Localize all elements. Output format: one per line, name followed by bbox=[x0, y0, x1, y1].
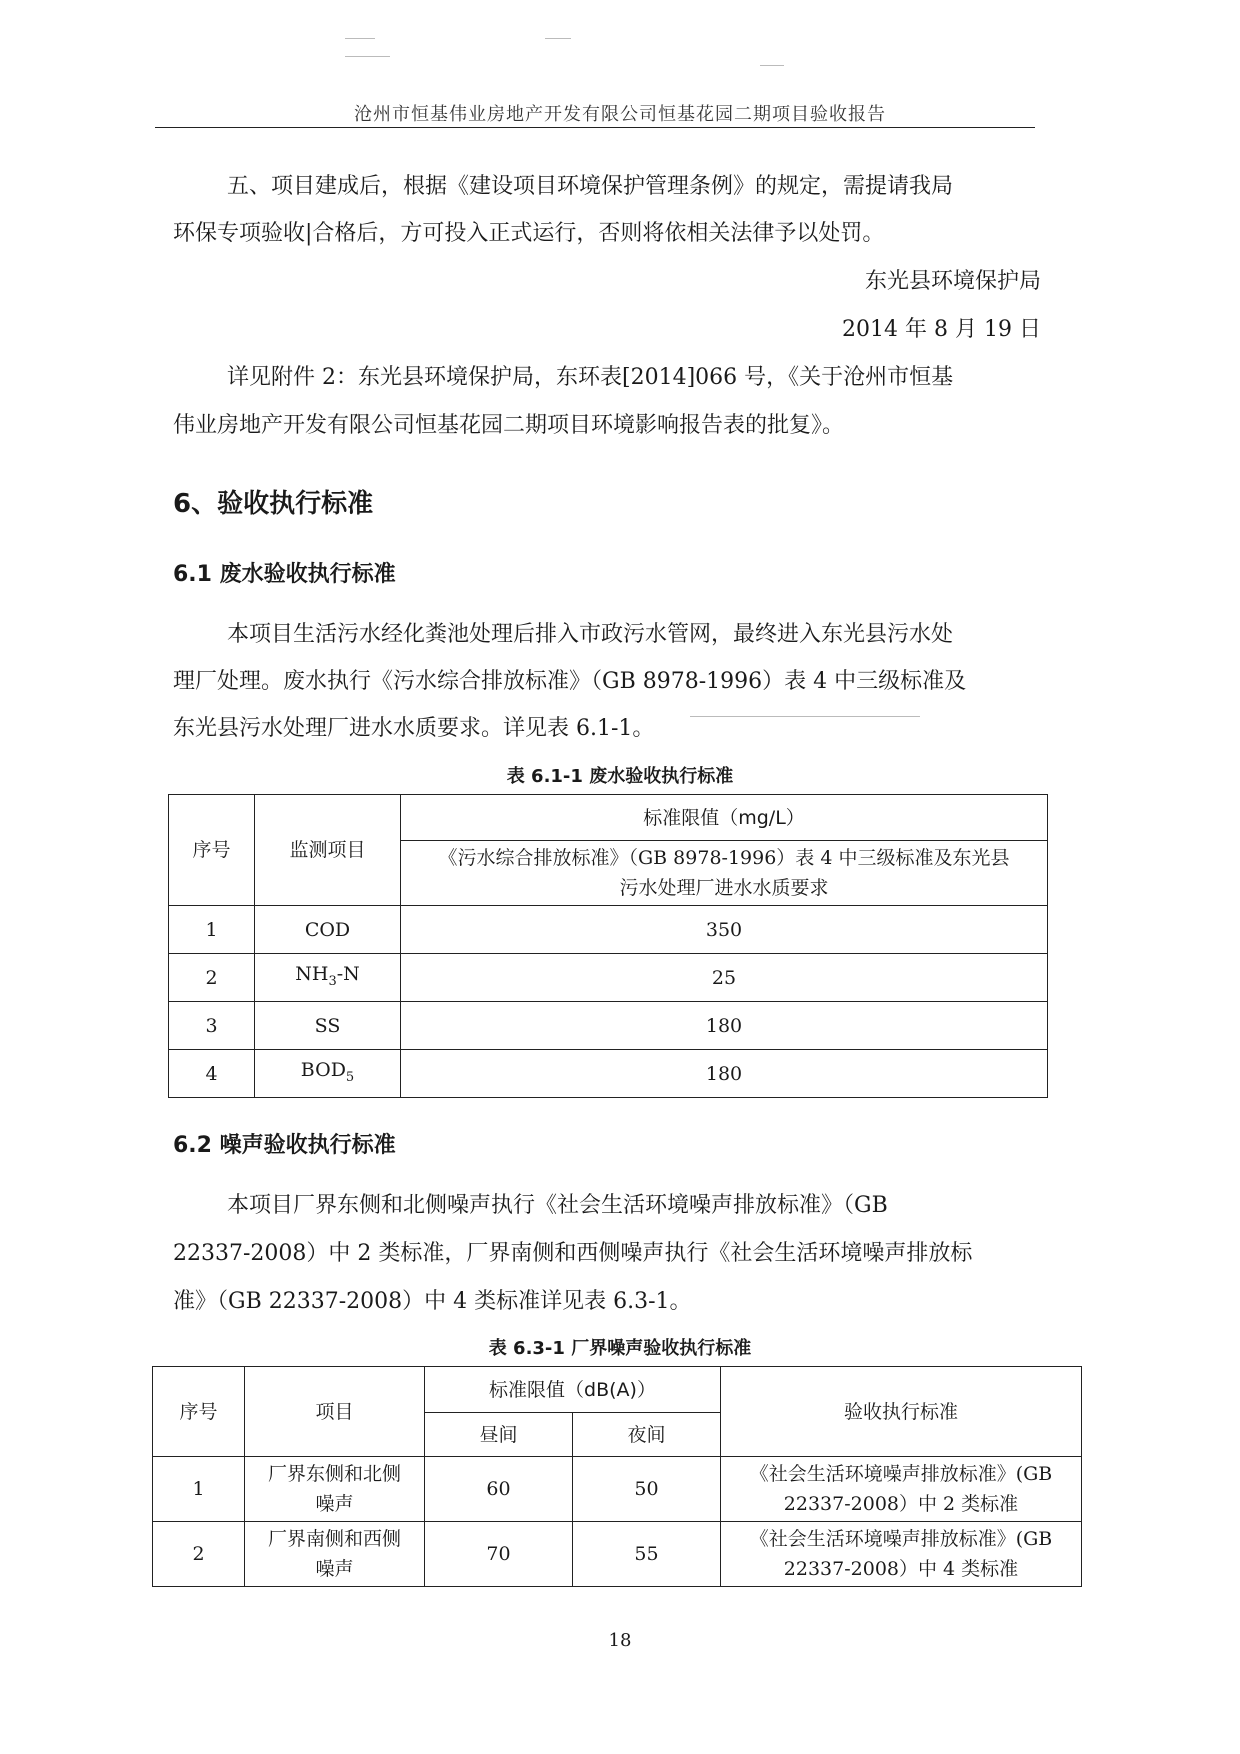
subsection-heading: 6.1 废水验收执行标准 bbox=[173, 562, 396, 587]
signature: 东光县环境保护局 bbox=[864, 269, 1041, 294]
paragraph-line: 理厂处理。废水执行《污水综合排放标准》（GB 8978-1996）表 4 中三级标准及 bbox=[173, 669, 967, 694]
row-item bbox=[255, 1050, 401, 1098]
item-line: 厂界南侧和西侧 bbox=[267, 1528, 401, 1550]
header-rule bbox=[155, 127, 1035, 128]
row-day: 70 bbox=[425, 1522, 573, 1587]
row-item bbox=[255, 954, 401, 1002]
item-line: 噪声 bbox=[315, 1558, 354, 1580]
paragraph-line: 详见附件 2：东光县环境保护局，东环表[2014]066 号，《关于沧州市恒基 bbox=[227, 365, 954, 390]
running-header: 沧州市恒基伟业房地产开发有限公司恒基花园二期项目验收报告 bbox=[354, 104, 886, 125]
noise-standard-table bbox=[152, 1366, 1082, 1587]
item-subscript: 3 bbox=[328, 973, 337, 989]
page-number: 18 bbox=[608, 1630, 632, 1651]
table-header-standard: 验收执行标准 bbox=[721, 1367, 1082, 1457]
item-main: NH bbox=[295, 962, 329, 985]
paragraph-line: 东光县污水处理厂进水水质要求。详见表 6.1-1。 bbox=[173, 716, 655, 741]
wastewater-standard-table bbox=[168, 794, 1048, 1098]
paragraph-line: 准》（GB 22337-2008）中 4 类标准详见表 6.3-1。 bbox=[173, 1289, 692, 1314]
item-line: 噪声 bbox=[315, 1493, 354, 1515]
row-index: 1 bbox=[169, 906, 255, 954]
row-item bbox=[245, 1522, 425, 1587]
table-header-item: 项目 bbox=[245, 1367, 425, 1457]
paragraph-line: 本项目生活污水经化粪池处理后排入市政污水管网，最终进入东光县污水处 bbox=[227, 622, 954, 647]
paragraph-line: 五、项目建成后，根据《建设项目环境保护管理条例》的规定，需提请我局 bbox=[227, 174, 954, 199]
table-caption: 表 6.3-1 厂界噪声验收执行标准 bbox=[488, 1338, 752, 1359]
table-row bbox=[169, 906, 1048, 954]
table-row bbox=[169, 954, 1048, 1002]
row-standard bbox=[721, 1522, 1082, 1587]
table-header-standard bbox=[401, 841, 1048, 906]
row-index: 4 bbox=[169, 1050, 255, 1098]
table-header-limit: 标准限值（mg/L） bbox=[401, 795, 1048, 841]
row-index: 2 bbox=[153, 1522, 245, 1587]
table-header-index: 序号 bbox=[169, 795, 255, 906]
row-index: 1 bbox=[153, 1457, 245, 1522]
row-value: 180 bbox=[401, 1002, 1048, 1050]
row-item: SS bbox=[255, 1002, 401, 1050]
standard-line: 22337-2008）中 2 类标准 bbox=[783, 1493, 1019, 1515]
row-index: 3 bbox=[169, 1002, 255, 1050]
item-subscript: 5 bbox=[345, 1069, 355, 1085]
row-value: 350 bbox=[401, 906, 1048, 954]
row-standard bbox=[721, 1457, 1082, 1522]
row-night: 50 bbox=[573, 1457, 721, 1522]
row-day: 60 bbox=[425, 1457, 573, 1522]
row-item: COD bbox=[255, 906, 401, 954]
table-row bbox=[169, 1050, 1048, 1098]
row-index: 2 bbox=[169, 954, 255, 1002]
scan-mark bbox=[545, 38, 571, 39]
paragraph-line: 本项目厂界东侧和北侧噪声执行《社会生活环境噪声排放标准》（GB bbox=[227, 1193, 888, 1218]
table-header-day: 昼间 bbox=[425, 1413, 573, 1457]
standard-line: 《社会生活环境噪声排放标准》(GB bbox=[749, 1528, 1053, 1550]
row-night: 55 bbox=[573, 1522, 721, 1587]
standard-line: 《社会生活环境噪声排放标准》(GB bbox=[749, 1463, 1053, 1485]
row-value: 180 bbox=[401, 1050, 1048, 1098]
standard-line: 污水处理厂进水水质要求 bbox=[619, 877, 829, 899]
table-header-index: 序号 bbox=[153, 1367, 245, 1457]
table-caption: 表 6.1-1 废水验收执行标准 bbox=[506, 766, 734, 787]
section-heading: 6、验收执行标准 bbox=[173, 489, 374, 519]
table-row bbox=[153, 1457, 1082, 1522]
table-header-item: 监测项目 bbox=[255, 795, 401, 906]
scan-mark bbox=[760, 65, 784, 66]
date: 2014 年 8 月 19 日 bbox=[842, 317, 1041, 342]
item-main: BOD bbox=[300, 1058, 346, 1081]
row-item bbox=[245, 1457, 425, 1522]
standard-line: 《污水综合排放标准》（GB 8978-1996）表 4 中三级标准及东光县 bbox=[438, 847, 1010, 869]
subsection-heading: 6.2 噪声验收执行标准 bbox=[173, 1133, 396, 1158]
table-row bbox=[153, 1522, 1082, 1587]
table-row bbox=[169, 1002, 1048, 1050]
scan-mark bbox=[345, 38, 375, 39]
paragraph-line: 伟业房地产开发有限公司恒基花园二期项目环境影响报告表的批复》。 bbox=[173, 413, 845, 438]
standard-line: 22337-2008）中 4 类标准 bbox=[783, 1558, 1019, 1580]
table-header-limit: 标准限值（dB(A)） bbox=[425, 1367, 721, 1413]
scan-mark bbox=[345, 56, 390, 57]
paragraph-line: 环保专项验收|合格后，方可投入正式运行，否则将依相关法律予以处罚。 bbox=[173, 221, 885, 246]
row-value: 25 bbox=[401, 954, 1048, 1002]
item-line: 厂界东侧和北侧 bbox=[267, 1463, 401, 1485]
paragraph-line: 22337-2008）中 2 类标准，厂界南侧和西侧噪声执行《社会生活环境噪声排放标 bbox=[173, 1241, 973, 1266]
table-header-night: 夜间 bbox=[573, 1413, 721, 1457]
item-tail: -N bbox=[336, 962, 360, 985]
scan-mark bbox=[690, 716, 920, 717]
